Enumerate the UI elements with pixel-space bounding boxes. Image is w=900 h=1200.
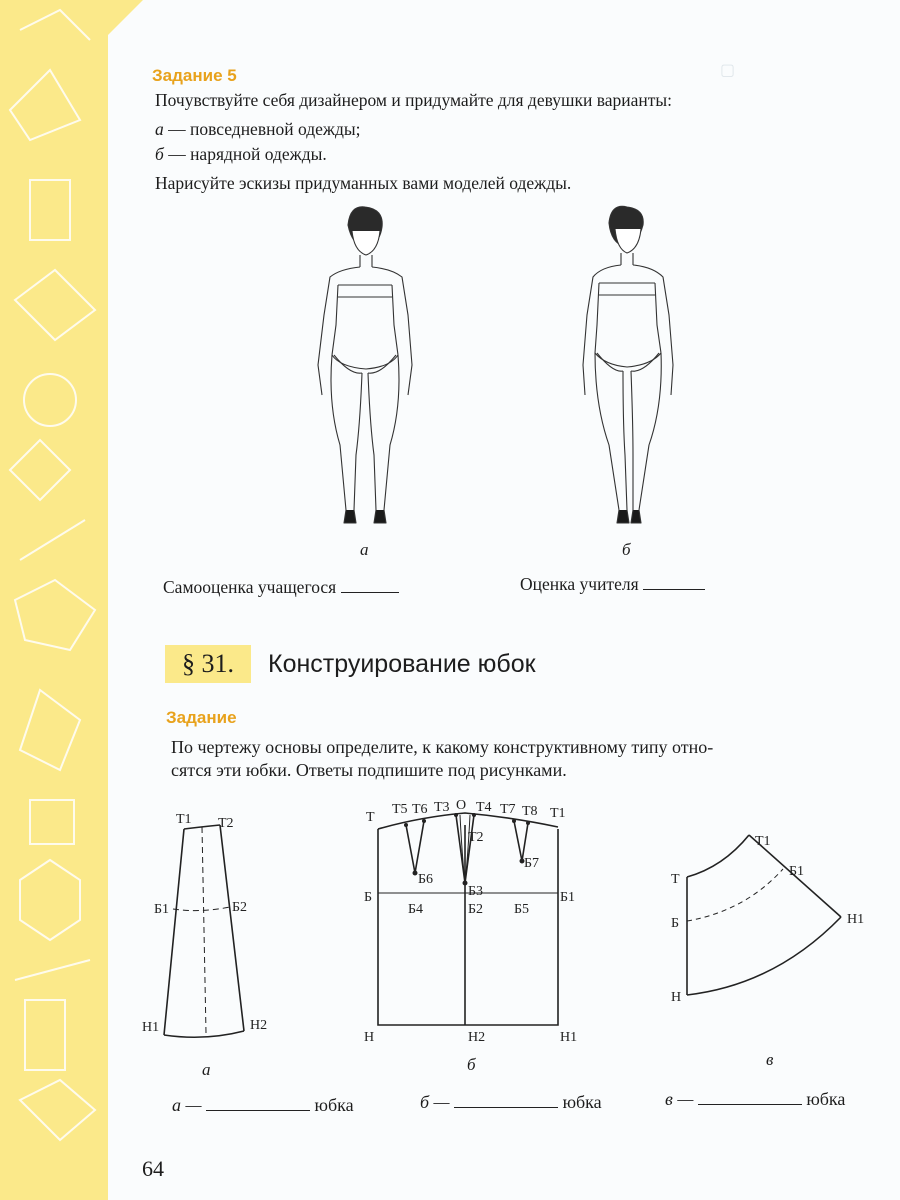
answer-b-word: юбка xyxy=(562,1092,602,1112)
label-t4: Т4 xyxy=(476,800,492,815)
label-b7: Б7 xyxy=(524,856,540,871)
self-assessment xyxy=(163,575,399,599)
task-line2: сятся эти юбки. Ответы подпишите под рисунками. xyxy=(171,760,567,780)
label-b: Б xyxy=(671,916,680,931)
drawing-c-caption: в xyxy=(766,1050,774,1069)
label-t1: Т1 xyxy=(550,806,566,821)
label-t: Т xyxy=(671,872,680,887)
skirt-drawing-a xyxy=(140,805,280,1050)
answer-c xyxy=(665,1087,845,1111)
answer-a-blank[interactable] xyxy=(206,1110,310,1111)
section-number: § 31. xyxy=(165,645,251,683)
answer-a-letter: а — xyxy=(172,1095,202,1115)
teacher-assessment-label: Оценка учителя xyxy=(520,574,639,594)
figure-b-caption: б xyxy=(622,540,631,559)
label-o: О xyxy=(456,798,467,813)
task5-line3-text: — нарядной одежды. xyxy=(163,144,327,164)
section-title: Конструирование юбок xyxy=(268,650,536,678)
label-h2: Н2 xyxy=(468,1030,486,1045)
label-h: Н xyxy=(364,1030,375,1045)
answer-b-blank[interactable] xyxy=(454,1107,558,1108)
label-b1: Б1 xyxy=(154,902,170,917)
task5-line2-text: — повседневной одежды; xyxy=(163,119,361,139)
self-assessment-label: Самооценка учащегося xyxy=(163,577,337,597)
task-line1: По чертежу основы определите, к какому конструктивному типу отно- xyxy=(171,737,714,757)
task5-line3 xyxy=(155,142,327,166)
teacher-assessment xyxy=(520,572,705,596)
teacher-assessment-blank[interactable] xyxy=(643,589,705,590)
self-assessment-blank[interactable] xyxy=(341,592,399,593)
show-through-mark: ▢ xyxy=(720,62,736,79)
label-t6: Т6 xyxy=(412,802,428,817)
label-b: Б xyxy=(364,890,373,905)
label-t1: Т1 xyxy=(176,812,192,827)
label-b5: Б5 xyxy=(514,902,530,917)
label-t1: Т1 xyxy=(755,834,771,849)
label-t2: Т2 xyxy=(468,830,484,845)
label-t7: Т7 xyxy=(500,802,516,817)
label-t3: Т3 xyxy=(434,800,450,815)
drawing-b-caption: б xyxy=(467,1055,476,1074)
label-b2: Б2 xyxy=(468,902,484,917)
female-figure-b xyxy=(565,205,695,530)
letter-b: б xyxy=(155,144,164,164)
label-h2: Н2 xyxy=(250,1018,268,1033)
label-h1: Н1 xyxy=(142,1020,160,1035)
label-b1: Б1 xyxy=(560,890,576,905)
answer-a-word: юбка xyxy=(314,1095,354,1115)
label-t8: Т8 xyxy=(522,804,538,819)
answer-c-letter: в — xyxy=(665,1089,694,1109)
label-h1: Н1 xyxy=(847,912,865,927)
letter-a: а xyxy=(155,119,164,139)
answer-c-blank[interactable] xyxy=(698,1104,802,1105)
task5-line4: Нарисуйте эскизы придуманных вами моделей одежды. xyxy=(155,173,572,193)
task5-title: Задание 5 xyxy=(152,66,237,85)
answer-b xyxy=(420,1090,602,1114)
task5-line1: Почувствуйте себя дизайнером и придумайте для девушки варианты: xyxy=(155,90,673,110)
task-title: Задание xyxy=(166,708,237,727)
figure-a-caption: а xyxy=(360,540,369,559)
label-t: Т xyxy=(366,810,375,825)
page-corner xyxy=(95,0,143,48)
page-number: 64 xyxy=(142,1156,164,1181)
label-h1: Н1 xyxy=(560,1030,578,1045)
answer-b-letter: б — xyxy=(420,1092,450,1112)
skirt-drawing-b xyxy=(360,795,590,1050)
label-h: Н xyxy=(671,990,682,1005)
label-b2: Б2 xyxy=(232,900,248,915)
task5-line2 xyxy=(155,117,360,141)
label-b4: Б4 xyxy=(408,902,424,917)
female-figure-a xyxy=(300,205,430,530)
skirt-drawing-c xyxy=(665,825,870,1015)
decorative-margin xyxy=(0,0,108,1200)
label-t2: Т2 xyxy=(218,816,234,831)
margin-pattern xyxy=(0,0,108,1200)
answer-c-word: юбка xyxy=(806,1089,846,1109)
drawing-a-caption: а xyxy=(202,1060,211,1079)
label-b3: Б3 xyxy=(468,884,484,899)
label-b1: Б1 xyxy=(789,864,805,879)
answer-a xyxy=(172,1093,354,1117)
label-t5: Т5 xyxy=(392,802,408,817)
label-b6: Б6 xyxy=(418,872,434,887)
